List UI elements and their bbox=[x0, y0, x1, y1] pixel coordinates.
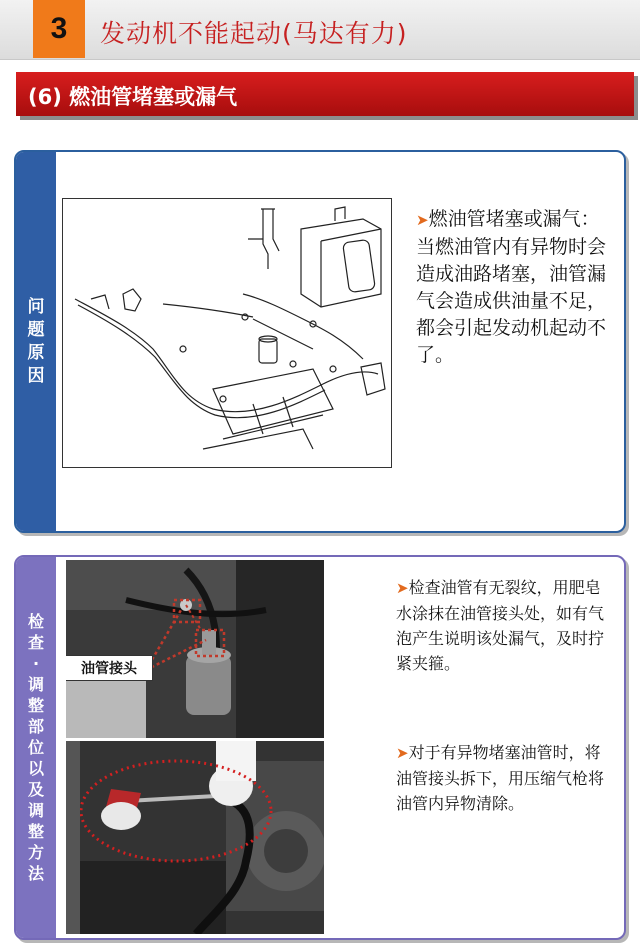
tab-char: 位 bbox=[27, 738, 44, 757]
air-gun-photo-drawing bbox=[66, 741, 324, 934]
bullet-arrow-icon: ➤ bbox=[416, 211, 429, 229]
bullet-arrow-icon: ➤ bbox=[396, 579, 409, 597]
section-title-bar bbox=[16, 72, 634, 116]
fuel-system-line-drawing bbox=[63, 199, 390, 466]
check-panel bbox=[14, 555, 626, 940]
chapter-number-badge: 3 bbox=[33, 0, 85, 58]
tab-char: 部 bbox=[27, 717, 44, 736]
section-title: (6) 燃油管堵塞或漏气 bbox=[28, 85, 238, 109]
check-step-2-text: 对于有异物堵塞油管时，将油管接头拆下，用压缩气枪将油管内异物清除。 bbox=[396, 743, 605, 813]
check-step-1-text: 检查油管有无裂纹，用肥皂水涂抹在油管接头处，如有气泡产生说明该处漏气，及时拧紧夹箍。 bbox=[396, 578, 605, 673]
tab-char: 检 bbox=[27, 612, 44, 631]
check-side-tab bbox=[16, 557, 56, 938]
cause-description bbox=[416, 206, 616, 369]
check-step-2 bbox=[396, 740, 611, 816]
tab-char: 问 bbox=[27, 296, 45, 317]
tab-char: · bbox=[32, 654, 40, 673]
tab-char: 题 bbox=[27, 319, 45, 340]
fuel-pipe-joint-photo bbox=[66, 560, 324, 738]
bullet-arrow-icon: ➤ bbox=[396, 744, 409, 762]
tab-char: 方 bbox=[27, 843, 44, 862]
tab-char: 调 bbox=[27, 801, 44, 820]
pipe-joint-callout: 油管接头 bbox=[66, 655, 153, 681]
cause-panel bbox=[14, 150, 626, 533]
fuel-line-diagram bbox=[62, 198, 392, 468]
tab-char: 原 bbox=[27, 342, 45, 363]
cause-side-tab bbox=[16, 152, 56, 531]
tab-char: 法 bbox=[27, 864, 44, 883]
tab-char: 因 bbox=[27, 365, 45, 386]
tab-char: 及 bbox=[27, 780, 44, 799]
tab-char: 调 bbox=[27, 675, 44, 694]
check-step-1 bbox=[396, 575, 611, 676]
air-gun-cleaning-photo bbox=[66, 741, 324, 934]
page-header bbox=[0, 0, 640, 60]
chapter-title: 发动机不能起动(马达有力) bbox=[100, 19, 408, 48]
engine-bay-photo-drawing bbox=[66, 560, 324, 738]
tab-char: 整 bbox=[27, 696, 44, 715]
tab-char: 整 bbox=[27, 822, 44, 841]
tab-char: 以 bbox=[27, 759, 44, 778]
tab-char: 查 bbox=[27, 633, 44, 652]
cause-text: 燃油管堵塞或漏气：当燃油管内有异物时会造成油路堵塞，油管漏气会造成供油量不足，都会引起发动机起动不了。 bbox=[416, 208, 607, 366]
